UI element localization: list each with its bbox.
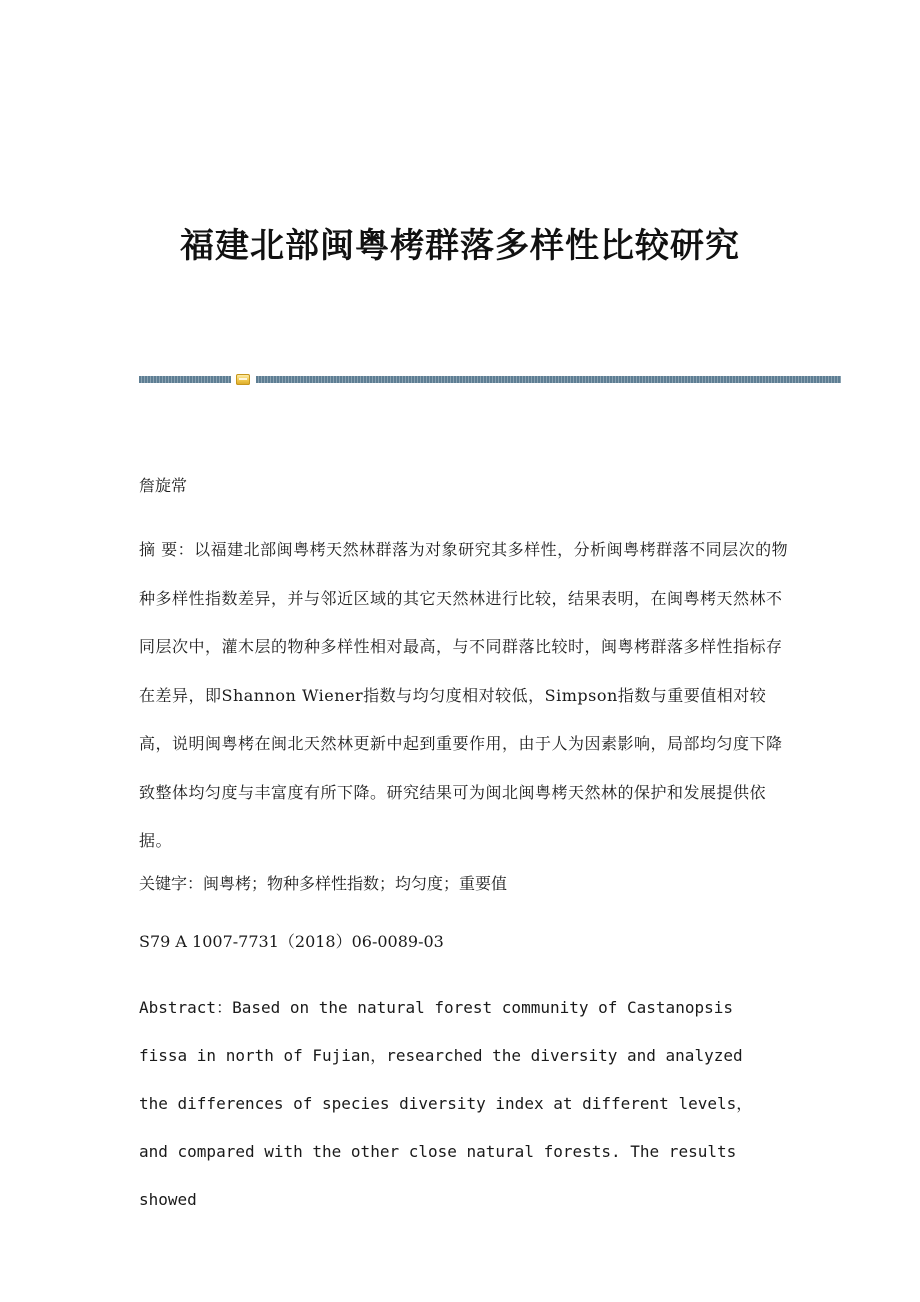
abstract-english-label: Abstract： <box>139 998 233 1017</box>
divider-bar-right <box>256 376 841 383</box>
paper-title: 福建北部闽粤栲群落多样性比较研究 <box>180 226 740 266</box>
classification-code: S79 A 1007-7731（2018）06-0089-03 <box>139 932 444 951</box>
abstract-english-text: Based on the natural forest community of Castanopsis fissa in north of Fujian，researched the diversity and analyzed the differences of species diversity index at different levels，and compared with the other close natural forests. The results showed <box>139 998 753 1209</box>
keywords-text: 闽粤栲；物种多样性指数；均匀度；重要值 <box>203 874 508 893</box>
title-divider <box>139 374 841 384</box>
divider-bar-left <box>139 376 231 383</box>
abstract-chinese-text: 以福建北部闽粤栲天然林群落为对象研究其多样性，分析闽粤栲群落不同层次的物种多样性指数差异，并与邻近区域的其它天然林进行比较，结果表明，在闽粤栲天然林不同层次中，灌木层的物种多样性相对最高，与不同群落比较时，闽粤栲群落多样性指标存在差异，即Shannon Wiener指数与均匀度相对较低，Simpson指数与重要值相对较高，说明闽粤栲在闽北天然林更新中起到重要作用，由于人为因素影响，局部均匀度下降致整体均匀度与丰富度有所下降。研究结果可为闽北闽粤栲天然林的保护和发展提供依据。 <box>139 540 789 850</box>
abstract-chinese-label: 摘 要： <box>139 540 195 559</box>
keywords-label: 关键字： <box>139 874 204 893</box>
author-name: 詹旋常 <box>139 476 188 495</box>
abstract-chinese <box>139 526 789 866</box>
keywords <box>139 871 789 894</box>
abstract-english <box>139 984 779 1224</box>
divider-ornament-icon <box>236 374 250 385</box>
